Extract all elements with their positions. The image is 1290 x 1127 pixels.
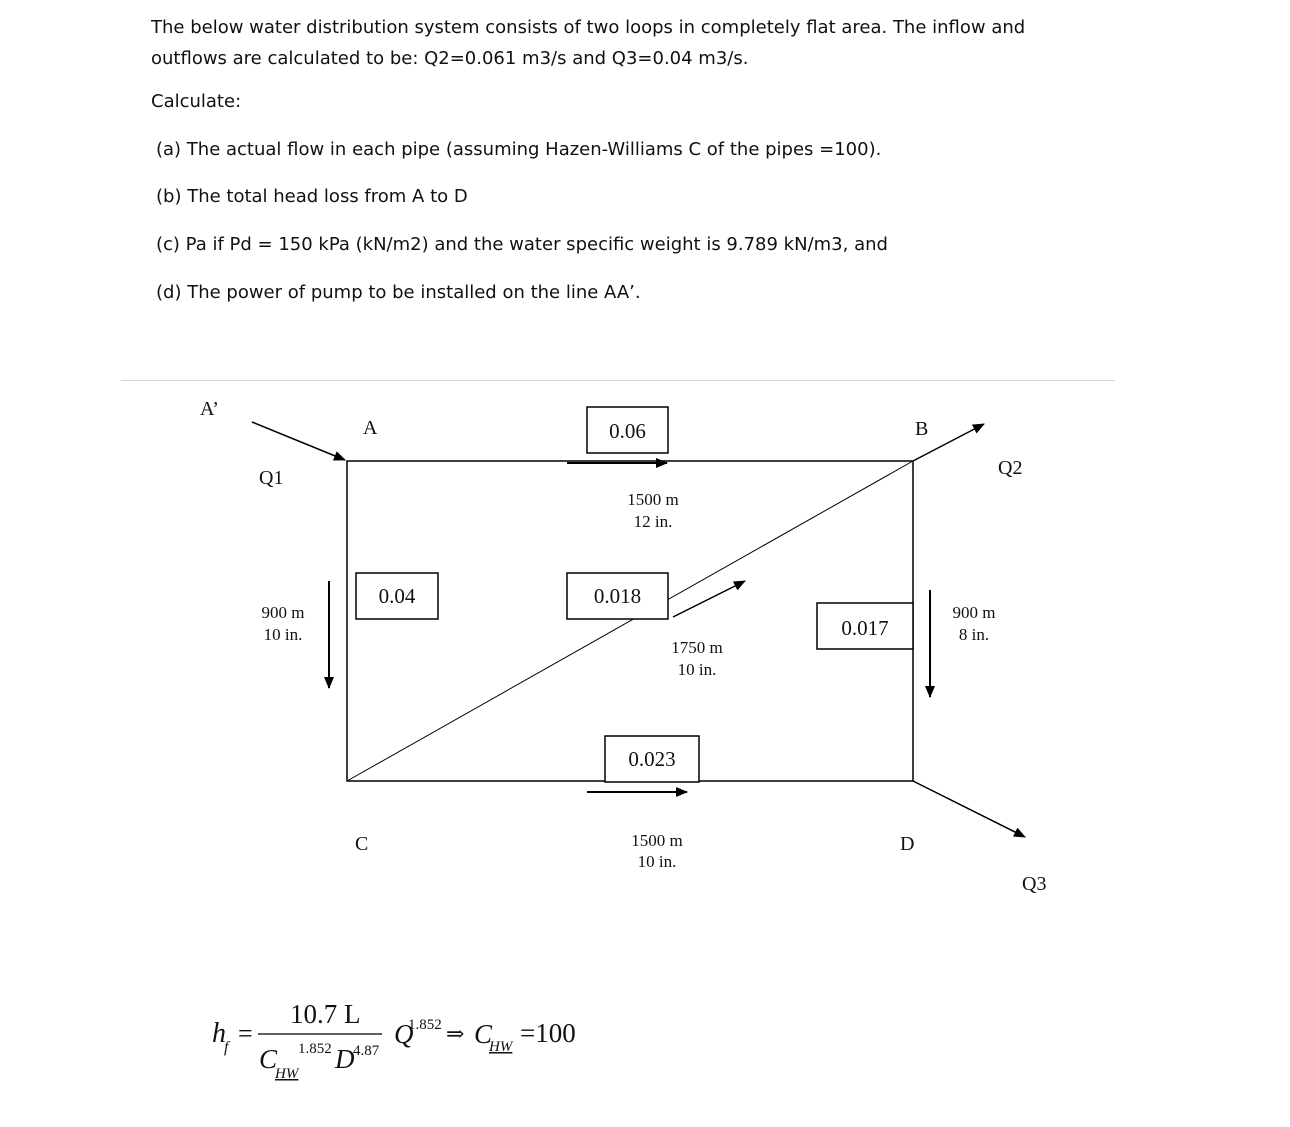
node-a-prime-label: A’ bbox=[200, 398, 219, 420]
chw-symbol: C bbox=[474, 1019, 493, 1049]
q-exponent: 1.852 bbox=[408, 1017, 442, 1033]
part-a: (a) The actual flow in each pipe (assuming Hazen-Williams C of the pipes =100). bbox=[156, 139, 882, 160]
inflow-q1-arrow bbox=[252, 422, 345, 460]
node-d-label: D bbox=[900, 833, 915, 855]
flow-bd-value: 0.017 bbox=[841, 616, 889, 640]
q-symbol: Q bbox=[394, 1019, 414, 1049]
denominator-d-exponent: 4.87 bbox=[353, 1043, 380, 1059]
formula-numerator: 10.7 L bbox=[290, 999, 361, 1029]
intro-line-1: The below water distribution system consists of two loops in completely flat area. The inflow and bbox=[151, 17, 1026, 38]
pipe-cd-length: 1500 m bbox=[631, 831, 683, 850]
q1-label: Q1 bbox=[259, 467, 284, 489]
node-c-label: C bbox=[355, 833, 369, 855]
pipe-ab-length: 1500 m bbox=[627, 490, 679, 509]
part-b: (b) The total head loss from A to D bbox=[156, 186, 468, 207]
part-c: (c) Pa if Pd = 150 kPa (kN/m2) and the water specific weight is 9.789 kN/m3, and bbox=[156, 234, 888, 255]
hf-symbol: h bbox=[212, 1018, 226, 1049]
pipe-ac-length: 900 m bbox=[261, 603, 305, 622]
denominator-c-subscript: HW bbox=[275, 1066, 299, 1082]
implies-arrow: ⇒ bbox=[446, 1021, 465, 1046]
hf-subscript: f bbox=[224, 1039, 229, 1056]
flow-direction-cb-arrow bbox=[673, 581, 745, 617]
chw-subscript: HW bbox=[489, 1039, 513, 1055]
denominator-c-exponent: 1.852 bbox=[298, 1041, 332, 1057]
q3-label: Q3 bbox=[1022, 873, 1047, 895]
flow-ab-value: 0.06 bbox=[609, 419, 646, 443]
denominator-d: D bbox=[335, 1044, 355, 1074]
pipe-ab-diameter: 12 in. bbox=[633, 512, 673, 531]
q2-label: Q2 bbox=[998, 457, 1023, 479]
intro-line-2: outflows are calculated to be: Q2=0.061 m3/s and Q3=0.04 m3/s. bbox=[151, 48, 749, 69]
pipe-cb-diameter: 10 in. bbox=[677, 660, 717, 679]
hazen-williams-formula bbox=[212, 999, 576, 1082]
outflow-q3-arrow bbox=[913, 781, 1025, 837]
flow-cb-value: 0.018 bbox=[593, 584, 642, 608]
node-a-label: A bbox=[363, 417, 378, 439]
calculate-label: Calculate: bbox=[151, 91, 242, 112]
pipe-cb-length: 1750 m bbox=[671, 638, 723, 657]
flow-cd-value: 0.023 bbox=[628, 747, 676, 771]
node-b-label: B bbox=[915, 418, 929, 440]
hf-equals: = bbox=[238, 1019, 253, 1048]
part-d: (d) The power of pump to be installed on the line AA’. bbox=[156, 282, 641, 303]
pipe-bd-length: 900 m bbox=[952, 603, 996, 622]
flow-ac-value: 0.04 bbox=[378, 584, 416, 608]
pipe-cd-diameter: 10 in. bbox=[637, 852, 677, 871]
denominator-c: C bbox=[259, 1044, 278, 1074]
pipe-bd-diameter: 8 in. bbox=[958, 625, 990, 644]
chw-value: =100 bbox=[520, 1018, 576, 1048]
pipe-ac-diameter: 10 in. bbox=[263, 625, 303, 644]
